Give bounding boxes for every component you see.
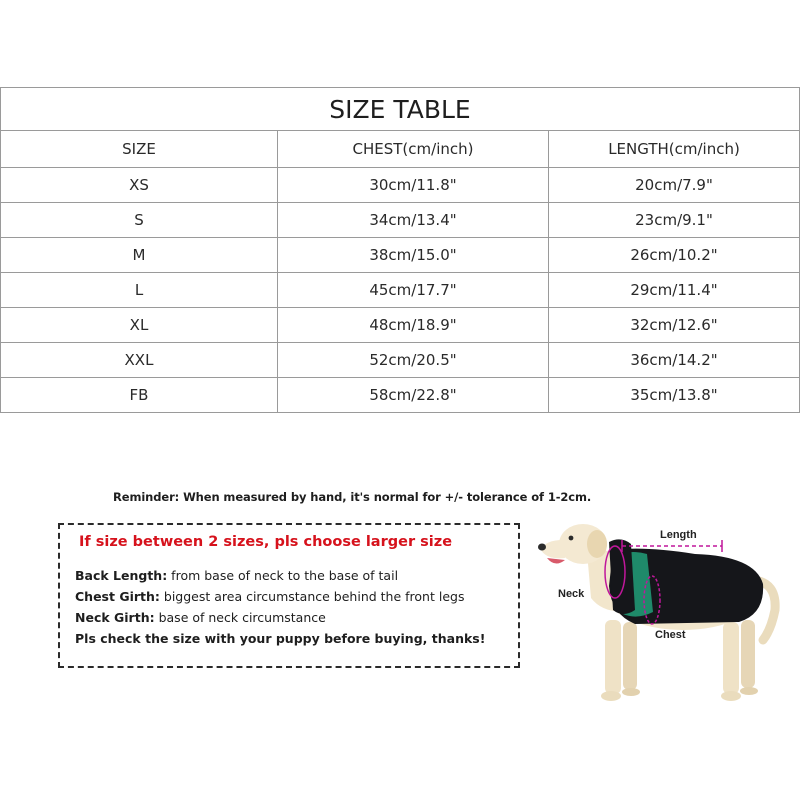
cell-chest: 48cm/18.9": [278, 308, 549, 343]
header-chest: CHEST(cm/inch): [278, 131, 549, 168]
note-back-length-label: Back Length:: [75, 568, 168, 583]
cell-length: 29cm/11.4": [549, 273, 800, 308]
cell-size: M: [1, 238, 278, 273]
table-row: [1, 378, 800, 413]
table-row: [1, 168, 800, 203]
dog-measurement-illustration: [525, 510, 800, 720]
cell-size: XXL: [1, 343, 278, 378]
cell-length: 32cm/12.6": [549, 308, 800, 343]
chest-label: Chest: [655, 629, 686, 641]
size-advice: If size between 2 sizes, pls choose larger size: [79, 534, 453, 550]
table-header-row: [1, 131, 800, 168]
cell-chest: 38cm/15.0": [278, 238, 549, 273]
cell-size: S: [1, 203, 278, 238]
note-back-length: [75, 568, 398, 583]
note-neck-girth-text: base of neck circumstance: [154, 610, 326, 625]
table-row: [1, 238, 800, 273]
table-title: SIZE TABLE: [1, 88, 800, 131]
note-chest-girth-text: biggest area circumstance behind the front legs: [159, 589, 465, 604]
cell-chest: 52cm/20.5": [278, 343, 549, 378]
note-back-length-text: from base of neck to the base of tail: [167, 568, 399, 583]
cell-length: 26cm/10.2": [549, 238, 800, 273]
dog-image: [525, 510, 800, 720]
cell-length: 23cm/9.1": [549, 203, 800, 238]
table-row: [1, 308, 800, 343]
size-notes-box: [58, 523, 520, 668]
cell-length: 35cm/13.8": [549, 378, 800, 413]
cell-size: XS: [1, 168, 278, 203]
cell-length: 36cm/14.2": [549, 343, 800, 378]
cell-chest: 30cm/11.8": [278, 168, 549, 203]
table-row: [1, 203, 800, 238]
dog-coat: [609, 539, 763, 624]
cell-size: L: [1, 273, 278, 308]
note-neck-girth-label: Neck Girth:: [75, 610, 155, 625]
cell-size: FB: [1, 378, 278, 413]
cell-chest: 45cm/17.7": [278, 273, 549, 308]
cell-chest: 58cm/22.8": [278, 378, 549, 413]
length-label: Length: [660, 529, 697, 541]
cell-length: 20cm/7.9": [549, 168, 800, 203]
table-row: [1, 273, 800, 308]
note-neck-girth: [75, 610, 326, 625]
cell-size: XL: [1, 308, 278, 343]
table-row: [1, 343, 800, 378]
note-final: Pls check the size with your puppy before buying, thanks!: [75, 631, 486, 646]
size-table: [0, 87, 800, 413]
note-chest-girth-label: Chest Girth:: [75, 589, 160, 604]
header-length: LENGTH(cm/inch): [549, 131, 800, 168]
header-size: SIZE: [1, 131, 278, 168]
cell-chest: 34cm/13.4": [278, 203, 549, 238]
neck-label: Neck: [558, 588, 585, 600]
reminder-text: Reminder: When measured by hand, it's normal for +/- tolerance of 1-2cm.: [113, 490, 592, 504]
note-chest-girth: [75, 589, 464, 604]
